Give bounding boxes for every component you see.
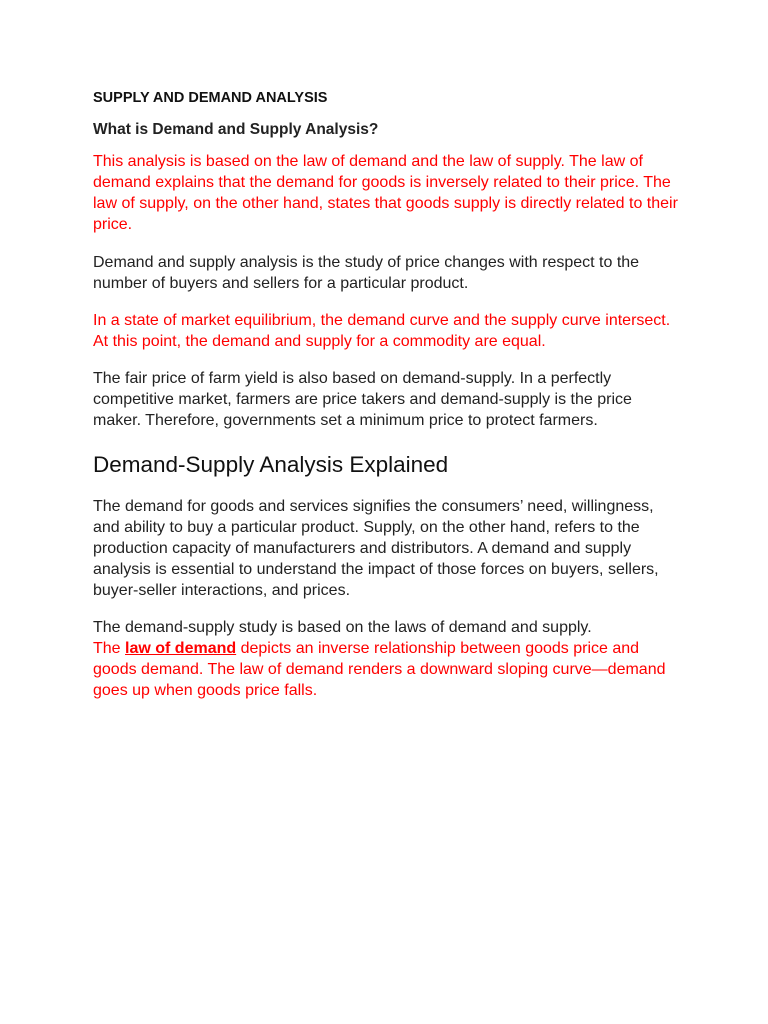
paragraph-equilibrium: In a state of market equilibrium, the demand curve and the supply curve intersect. At this point, the demand and supply for a commodity are equal. [93, 312, 671, 350]
paragraph-laws-basis: The demand-supply study is based on the laws of demand and supply. [93, 619, 592, 636]
law-prefix: The [93, 640, 126, 657]
paragraph-explained: The demand for goods and services signifies the consumers’ need, willingness, and ability to buy a particular product. Supply, on the other hand, refers to the production capacity of manufacturers and distributors. A demand and supply analysis is essential to understand the impact of those forces on buyers, sellers, buyer-seller interactions, and prices. [93, 498, 659, 599]
subheading: What is Demand and Supply Analysis? [93, 121, 379, 138]
paragraph-law-of-demand-text [93, 638, 683, 701]
section-heading: Demand-Supply Analysis Explained [93, 452, 449, 477]
document-title: SUPPLY AND DEMAND ANALYSIS [93, 90, 328, 106]
document-body [93, 88, 683, 701]
law-of-demand-link[interactable]: law of demand [125, 640, 237, 657]
paragraph-laws-intro: This analysis is based on the law of demand and the law of supply. The law of demand explains that the demand for goods is inversely related to their price. The law of supply, on the other hand, states that goods supply is directly related to their price. [93, 153, 678, 233]
paragraph-law-of-demand [93, 617, 683, 701]
law-description: depicts an inverse relationship between goods price and goods demand. The law of demand renders a downward sloping curve—demand goes up when goods price falls. [93, 640, 666, 699]
paragraph-definition: Demand and supply analysis is the study of price changes with respect to the number of buyers and sellers for a particular product. [93, 254, 640, 292]
paragraph-farm-price: The fair price of farm yield is also based on demand-supply. In a perfectly competitive market, farmers are price takers and demand-supply is the price maker. Therefore, governments set a minimum price to protect farmers. [93, 370, 632, 429]
